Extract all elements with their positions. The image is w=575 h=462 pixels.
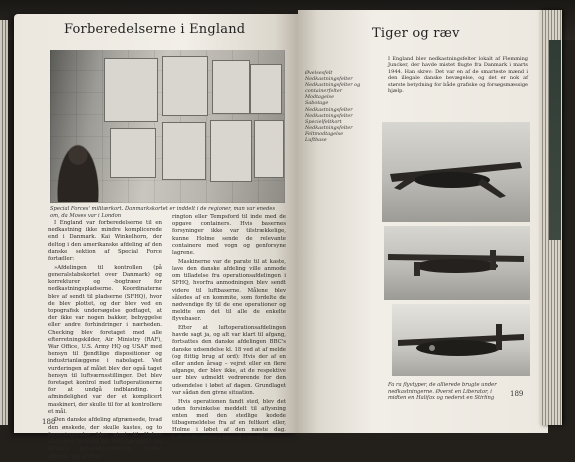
left-column-2 xyxy=(172,214,286,443)
paragraph: Den danske afdeling afgrænsede, hvad den ønskede, der skulle kastes, og to forsyningsruter blev givet til Holme stationen (nybemt for Peterborough) via SFHQ's forsyningsafdeling. Holme skrevde sig, at Har- xyxy=(48,417,162,460)
left-running-head: Forberedelserne i England xyxy=(64,22,246,37)
list-item: Feltmodtagelse xyxy=(305,130,344,137)
list-item: Nedkastningsfelter og containerfelter xyxy=(305,82,361,95)
paragraph: Efter at luftoperationsafdelingen havde sagt ja, og alt var klart til afgang, fortsattes den danske afdelingen BBC's danske udsendelse kl. 18 ved at af melde (og flittig brug af ord): Hvis der af en eller anden årsag – vejret eller en flere afgange, der blev ikke, at de respektive uer blev udmeldt vedrørende for den udsendelse i løbet af dagen. Grundlaget var sådan den givne situation. xyxy=(172,325,286,396)
paragraph: Maskinerne var de parate til at kaste, lave den danske afdeling ville anmode om tilladelse fra operationsafdelingen i SFHQ, hvorfra anmodningen blev sendt videre til luftbaserne. Målene blev således af en kommite, som fordelte de nødvendige fly til de ene operationer og meldte om det til alle de enkelte flyvebaser. xyxy=(172,258,286,323)
wall-map xyxy=(254,120,284,178)
page-edge-shadow xyxy=(549,40,561,240)
wall-map xyxy=(210,120,252,182)
paragraph: I England var forberedelserne til en nedkastning ikke mindre komplicerede end i Danmark. Kai Winkelhorn, der deltog i den amerikanske afdeling af den danske sektion af Special Force fortæller: xyxy=(48,220,162,263)
planes-caption: Fa ra flyvtyper, de allierede brugte under nedkastningerne. Øverst en Liberator, i midten en Halifax og nederst en Stirling xyxy=(388,382,497,402)
nedkastning-list xyxy=(305,70,385,143)
wall-map-photo xyxy=(50,50,285,203)
wall-map xyxy=(110,128,156,178)
halifax-bomber xyxy=(384,226,530,300)
list-item: Luftbase xyxy=(305,137,327,144)
paragraph: Hvis operationen fandt sted, blev det uden forsinkelse meddelt til aflysning enten med den stedlige kodede tilbagemeldelse fra af en feltkort eller, Holme i løbet af den næste dag. Luftstøtteafdeling blev så i bered. xyxy=(172,398,286,441)
halifax-photo xyxy=(384,226,530,300)
list-item: Specielfeltkort xyxy=(305,118,342,125)
list-item: Øvelsesfelt xyxy=(305,70,333,76)
left-column-1 xyxy=(48,220,162,462)
woman-figure xyxy=(56,142,100,202)
right-intro-paragraph: I England blev nedkastningsfelter lokalt af Flemming Juncker, der havde mistet flugte fra Danmark i marts 1944. Han skrev: Det var en af de smarteste mænd i den illegale danske bevægelse, og det er nok af største betydning for både grafiske og forsøgsmæssige hjælp. xyxy=(388,56,528,95)
stirling-photo xyxy=(392,304,530,376)
list-item: Nedkastningsfelter xyxy=(305,124,353,131)
list-item: Nedkastningsfelter xyxy=(305,76,353,83)
wall-map xyxy=(212,60,250,114)
right-page-number: 189 xyxy=(510,390,524,398)
stirling-bomber xyxy=(392,304,530,376)
wall-map xyxy=(162,56,208,116)
wall-map xyxy=(104,58,158,122)
list-item: Sabotage xyxy=(305,100,329,107)
liberator-bomber xyxy=(382,122,530,222)
photo-caption: Special Forces' militærkort. Danmarkskortet er inddelt i de regioner, man var enedes om, da Moses var i London xyxy=(50,206,276,219)
list-item: Modtagelse xyxy=(305,94,334,101)
wall-map xyxy=(162,122,206,180)
right-running-head: Tiger og ræv xyxy=(372,26,460,41)
left-page-edges xyxy=(0,20,8,425)
paragraph: rington eller Tempsford til inde med de opgave containers. Hvis basernes forsyninger ikke var tilstrækkelige, kunne Holme sende de relevante containere med vogn og genforsyne lagrene. xyxy=(172,214,286,257)
wall-map xyxy=(250,64,282,114)
paragraph: »Afdelingen til kontrollen (på generalstabskortet over Danmark) og korrekturer og -bogtræer for nedkastningspladserne. Koordinaterne blev af sendt til pladserne (SFHQ), hvor de blev plottet, og der blev ved en topografisk undersøgelse godtaget, at der ikke var nogen bakker, bebyggelse eller andre forhindringer i nærheden. Checking blev foretaget med alle efterretningskilder, Air Ministry (RAF), War Office, U.S. Army HQ og USAF med hensyn til fjendtlige dispositioner og industrianlæggene i nabolaget. Ved vurderingen af målet blev der også taget hensyn til luftværnsstillinger. Det blev foretaget kontrol med luftoperationerne for at undgå indblanding. I afmindelighed var der et komplicert maskineri, der skulle til for at kontrollere et mål. xyxy=(48,264,162,415)
list-item: Nedkastningsfelter xyxy=(305,106,353,113)
list-item: Nedkastningsfelter xyxy=(305,112,353,119)
left-page-number: 188 xyxy=(42,418,56,426)
liberator-photo xyxy=(382,122,530,222)
